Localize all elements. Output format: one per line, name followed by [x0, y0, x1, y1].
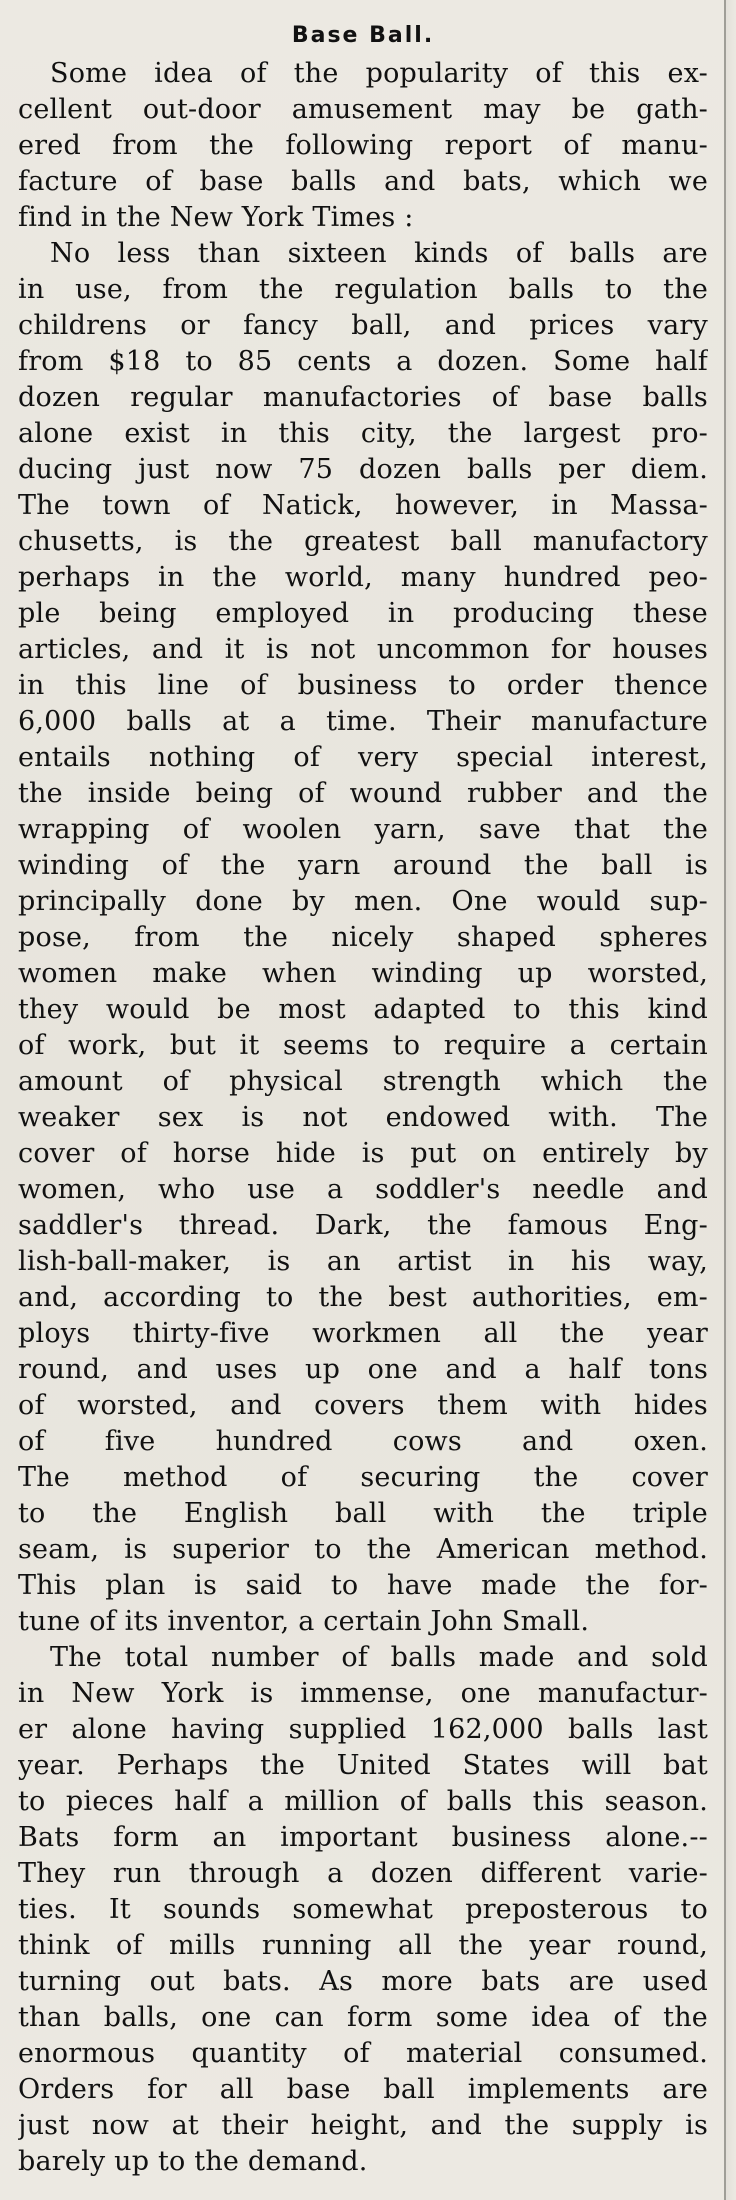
article-line: and, according to the best authorities, em-: [18, 1282, 708, 1313]
article-line: The method of securing the cover: [18, 1462, 708, 1493]
article-line: to pieces half a million of balls this season.: [18, 1786, 708, 1817]
article-line: No less than sixteen kinds of balls are: [50, 238, 708, 269]
article-line: in use, from the regulation balls to the: [18, 274, 708, 305]
article-body: [18, 56, 708, 2180]
article-line: from $18 to 85 cents a dozen. Some half: [18, 346, 708, 377]
article-line: turning out bats. As more bats are used: [18, 1966, 708, 1997]
article-line: lish-ball-maker, is an artist in his way,: [18, 1246, 708, 1277]
article-line: This plan is said to have made the for-: [18, 1570, 708, 1601]
article-line: The town of Natick, however, in Massa-: [18, 490, 708, 521]
article-line: 6,000 balls at a time. Their manufacture: [18, 706, 708, 737]
article-line: women, who use a soddler's needle and: [18, 1174, 708, 1205]
article-line: Some idea of the popularity of this ex-: [50, 58, 708, 89]
article-line: er alone having supplied 162,000 balls last: [18, 1714, 708, 1745]
article-line: Orders for all base ball implements are: [18, 2074, 708, 2105]
article-line: cover of horse hide is put on entirely by: [18, 1138, 708, 1169]
article-line: than balls, one can form some idea of the: [18, 2002, 708, 2033]
article-line: alone exist in this city, the largest pro-: [18, 418, 708, 449]
article-line: articles, and it is not uncommon for houses: [18, 634, 708, 665]
article-line: weaker sex is not endowed with. The: [18, 1102, 708, 1133]
article-line: pose, from the nicely shaped spheres: [18, 922, 708, 953]
article-line: of work, but it seems to require a certain: [18, 1030, 708, 1061]
article-line: facture of base balls and bats, which we: [18, 166, 708, 197]
article-line: ploys thirty-five workmen all the year: [18, 1318, 708, 1349]
article-line: to the English ball with the triple: [18, 1498, 708, 1529]
article-line: Bats form an important business alone.--: [18, 1822, 708, 1853]
article-line: round, and uses up one and a half tons: [18, 1354, 708, 1385]
article-line: winding of the yarn around the ball is: [18, 850, 708, 881]
article-title: Base Ball.: [291, 23, 435, 48]
article-line: They run through a dozen different varie-: [18, 1858, 708, 1889]
article-line: women make when winding up worsted,: [18, 958, 708, 989]
article-line: cellent out-door amusement may be gath-: [18, 94, 708, 125]
article-line: barely up to the demand.: [18, 2146, 368, 2177]
article-line: year. Perhaps the United States will bat: [18, 1750, 708, 1781]
article-line: entails nothing of very special interest,: [18, 742, 708, 773]
article-line: just now at their height, and the supply is: [18, 2110, 708, 2141]
article-line: of five hundred cows and oxen.: [18, 1426, 708, 1457]
article-line: saddler's thread. Dark, the famous Eng-: [18, 1210, 708, 1241]
article-line: think of mills running all the year round,: [18, 1930, 708, 1961]
article-line: principally done by men. One would sup-: [18, 886, 708, 917]
article-line: of worsted, and covers them with hides: [18, 1390, 708, 1421]
article-line: enormous quantity of material consumed.: [18, 2038, 708, 2069]
article-line: chusetts, is the greatest ball manufactory: [18, 526, 708, 557]
article-line: find in the New York Times :: [18, 202, 414, 233]
article-line: dozen regular manufactories of base balls: [18, 382, 708, 413]
article-line: in this line of business to order thence: [18, 670, 708, 701]
article-line: ered from the following report of manu-: [18, 130, 708, 161]
article-line: amount of physical strength which the: [18, 1066, 708, 1097]
article-line: childrens or fancy ball, and prices vary: [18, 310, 708, 341]
article-line: seam, is superior to the American method.: [18, 1534, 708, 1565]
article-line: the inside being of wound rubber and the: [18, 778, 708, 809]
article-line: tune of its inventor, a certain John Small.: [18, 1606, 590, 1637]
article-line: The total number of balls made and sold: [50, 1642, 708, 1673]
article-line: ties. It sounds somewhat preposterous to: [18, 1894, 708, 1925]
article-line: perhaps in the world, many hundred peo-: [18, 562, 708, 593]
page-edge-shadow: [726, 0, 736, 2200]
article-line: ducing just now 75 dozen balls per diem.: [18, 454, 708, 485]
article-line: in New York is immense, one manufactur-: [18, 1678, 708, 1709]
article-line: they would be most adapted to this kind: [18, 994, 708, 1025]
article-line: ple being employed in producing these: [18, 598, 708, 629]
article-line: wrapping of woolen yarn, save that the: [18, 814, 708, 845]
article: [18, 18, 708, 2180]
